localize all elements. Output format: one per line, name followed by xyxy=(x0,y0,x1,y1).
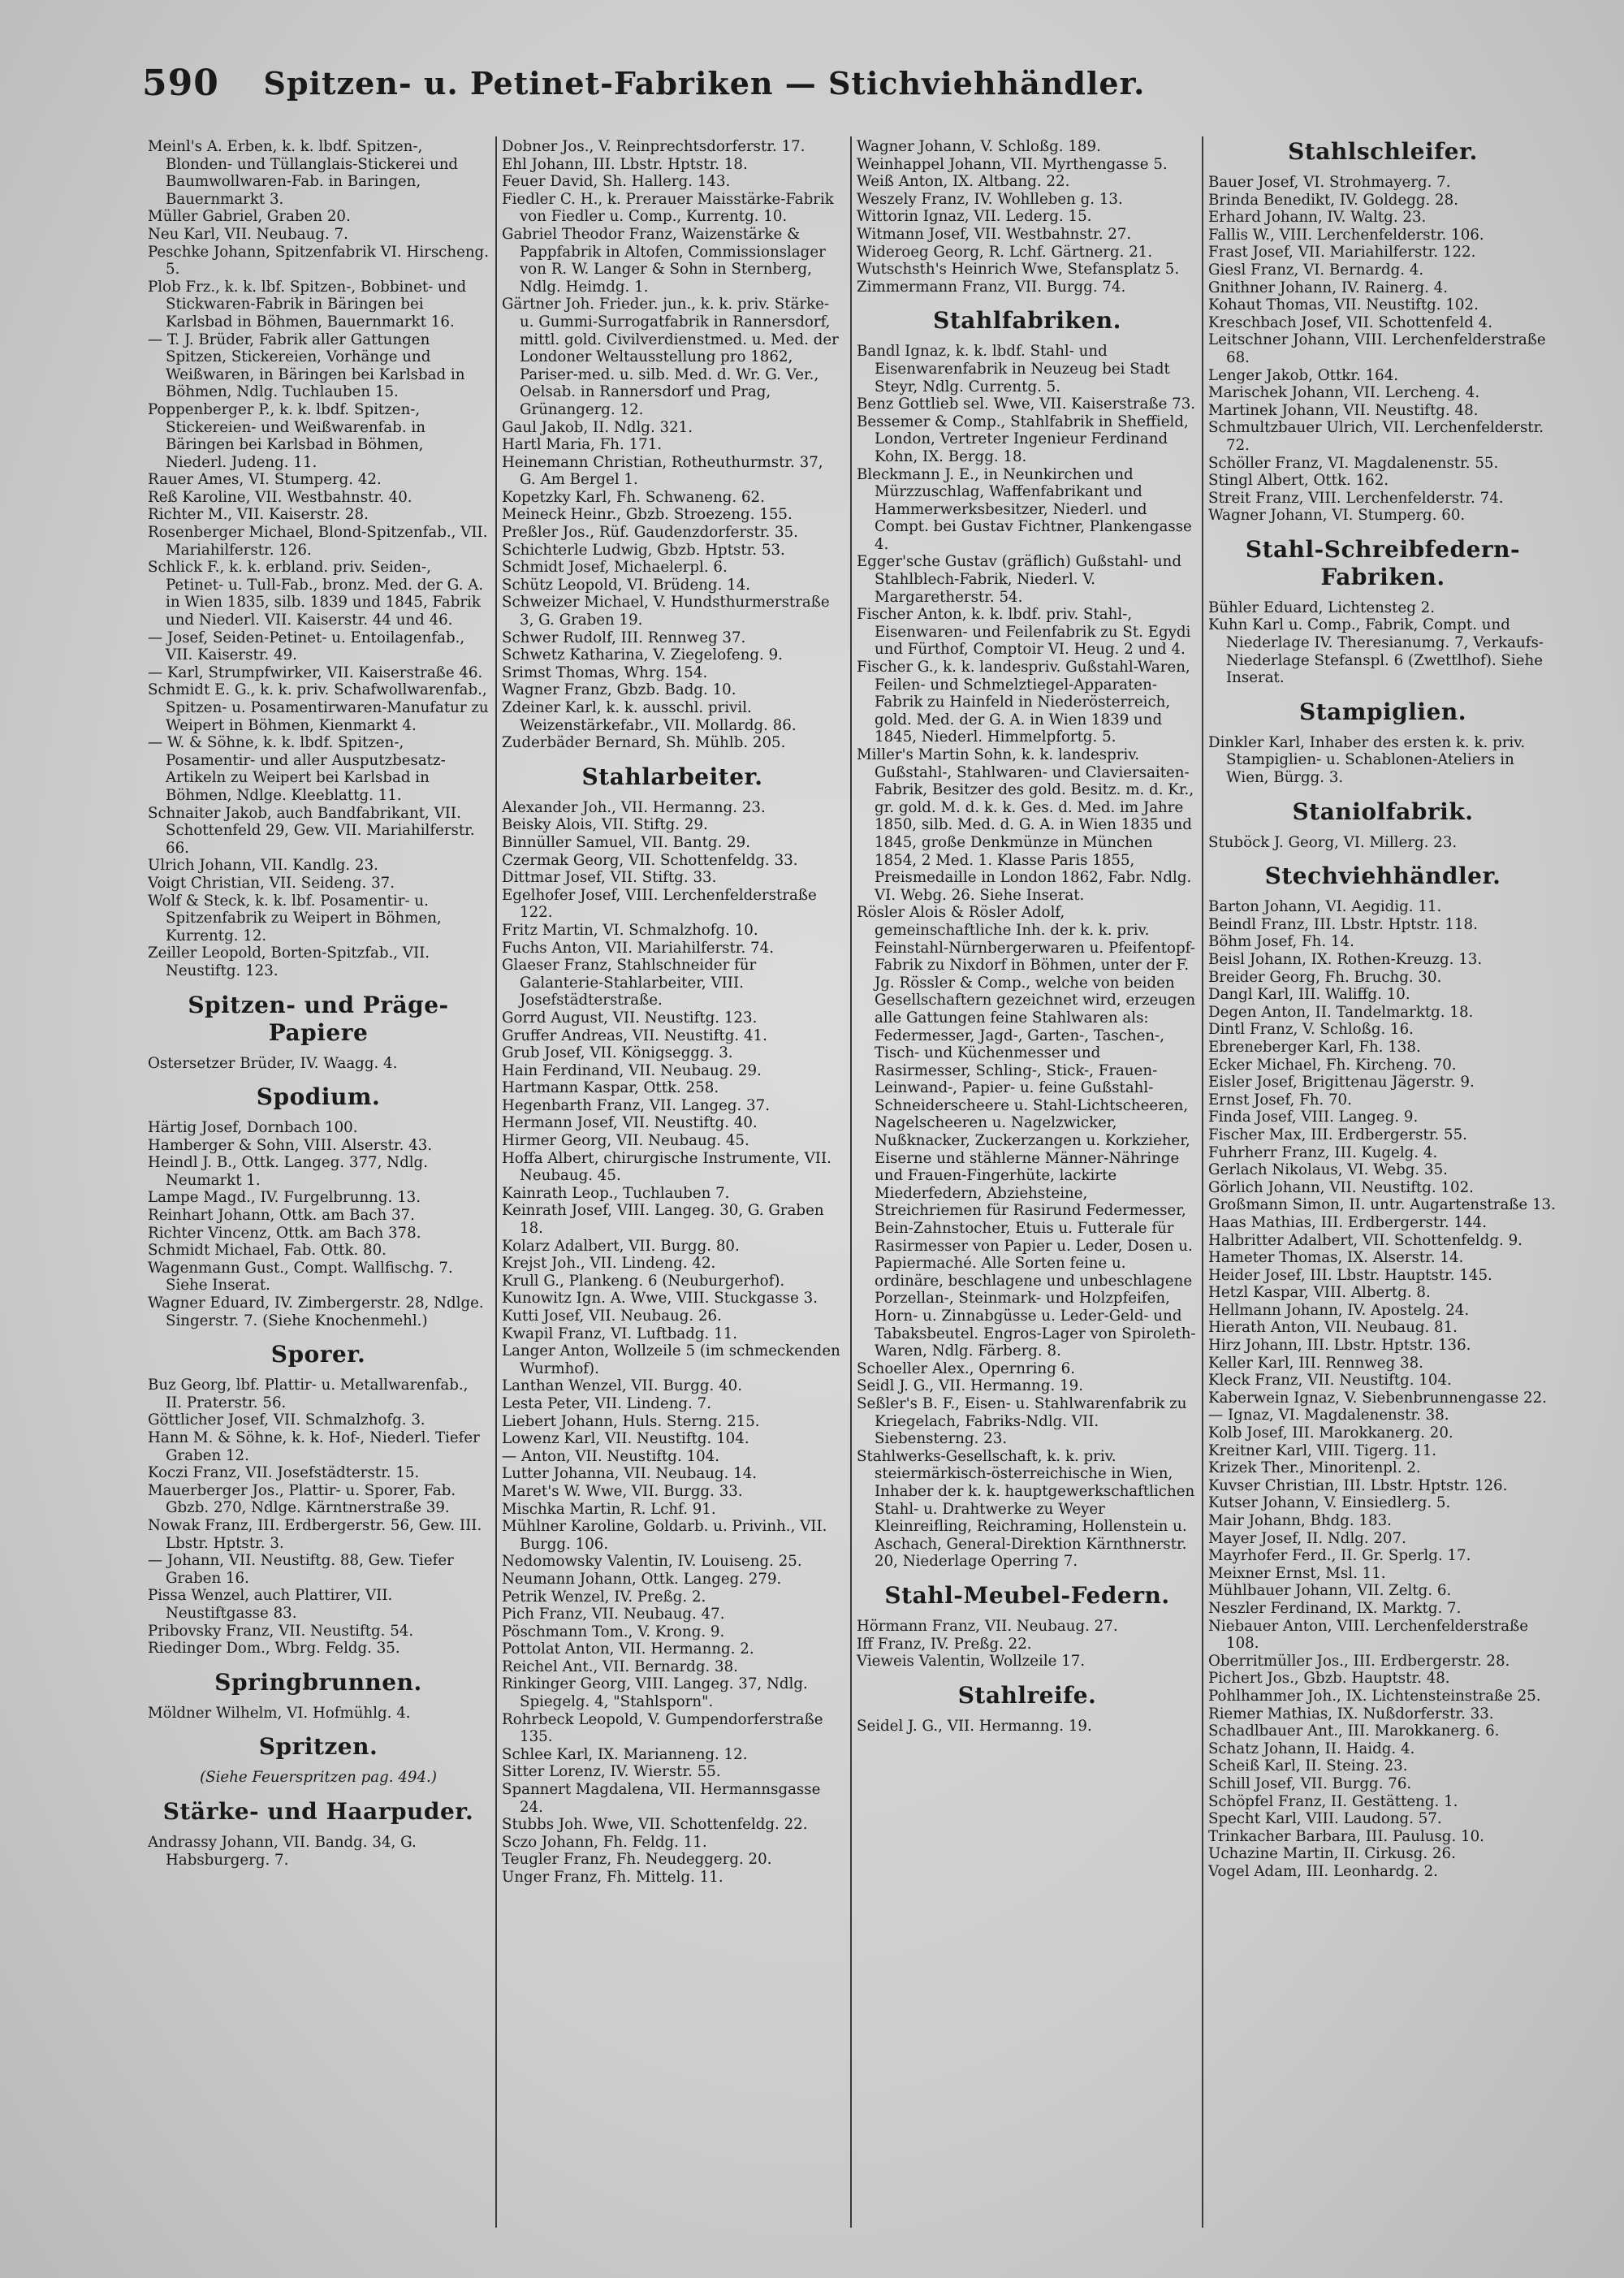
section-heading: Spitzen- und Präge-Papiere xyxy=(188,991,449,1046)
directory-entry: — Josef, Seiden-Petinet- u. Entoilagenfab., VII. Kaiserstr. 49. xyxy=(148,629,465,664)
directory-entry: Krejst Joh., VII. Lindeng. 42. xyxy=(502,1255,716,1273)
directory-entry: Specht Karl, VIII. Laudong. 57. xyxy=(1208,1810,1442,1828)
directory-entry: Pich Franz, VII. Neubaug. 47. xyxy=(502,1606,725,1623)
directory-entry: Stuböck J. Georg, VI. Millerg. 23. xyxy=(1208,833,1458,851)
directory-entry: Keller Karl, III. Rennweg 38. xyxy=(1208,1354,1423,1372)
directory-entry: Dintl Franz, V. Schloßg. 16. xyxy=(1208,1021,1414,1039)
directory-entry: Neszler Ferdinand, IX. Marktg. 7. xyxy=(1208,1599,1462,1617)
directory-entry: Wagner Franz, Gbzb. Badg. 10. xyxy=(502,681,736,699)
directory-entry: Fallis W., VIII. Lerchenfelderstr. 106. xyxy=(1208,226,1484,244)
directory-entry: Bleckmann J. E., in Neunkirchen und Mürzzuschlag, Waffenfabrikant und Hammerwerksbesitzer, Niederl. und Compt. bei Gustav Fichtner, Plankengasse 4. xyxy=(857,465,1192,553)
section-heading: Spodium. xyxy=(256,1083,381,1111)
directory-entry: Heider Josef, III. Lbstr. Hauptstr. 145. xyxy=(1208,1266,1492,1284)
directory-entry: Gorrd August, VII. Neustiftg. 123. xyxy=(502,1009,758,1027)
directory-entry: Seidel J. G., VII. Hermanng. 19. xyxy=(857,1717,1092,1735)
directory-entry: Kaberwein Ignaz, V. Siebenbrunnengasse 22. xyxy=(1208,1389,1547,1407)
directory-entry: Erhard Johann, IV. Waltg. 23. xyxy=(1208,209,1427,227)
directory-entry: Eisler Josef, Brigittenau Jägerstr. 9. xyxy=(1208,1074,1475,1091)
directory-entry: Richter Vincenz, Ottk. am Bach 378. xyxy=(148,1224,421,1242)
directory-entry: Srimst Thomas, Whrg. 154. xyxy=(502,664,708,681)
directory-entry: Lowenz Karl, VII. Neustiftg. 104. xyxy=(502,1430,749,1448)
directory-entry: Scheiß Karl, II. Steing. 23. xyxy=(1208,1757,1408,1775)
directory-entry: Lenger Jakob, Ottkr. 164. xyxy=(1208,366,1399,384)
directory-entry: Giesl Franz, VI. Bernardg. 4. xyxy=(1208,261,1424,279)
cross-reference-note: (Siehe Feuerspritzen pag. 494.) xyxy=(200,1769,437,1787)
directory-entry: Schoeller Alex., Opernring 6. xyxy=(857,1359,1075,1377)
directory-entry: Brinda Benedikt, IV. Goldegg. 28. xyxy=(1208,191,1458,209)
directory-entry: Ecker Michael, Fh. Kircheng. 70. xyxy=(1208,1056,1457,1074)
directory-entry: Görlich Johann, VII. Neustiftg. 102. xyxy=(1208,1178,1474,1196)
directory-entry: Kolb Josef, III. Marokkanerg. 20. xyxy=(1208,1424,1453,1442)
directory-entry: Ostersetzer Brüder, IV. Waagg. 4. xyxy=(148,1054,398,1072)
directory-entry: Schichterle Ludwig, Gbzb. Hptstr. 53. xyxy=(502,541,785,559)
directory-entry: Preßler Jos., Rüf. Gaudenzdorferstr. 35. xyxy=(502,524,798,542)
directory-entry: Fischer Anton, k. k. lbdf. priv. Stahl-, Eisenwaren- und Feilenfabrik zu St. Egydi und Fürthof, Comptoir VI. Heug. 2 und 4. xyxy=(857,606,1191,659)
directory-entry: Fuhrherr Franz, III. Kugelg. 4. xyxy=(1208,1143,1438,1161)
directory-entry: Alexander Joh., VII. Hermanng. 23. xyxy=(502,798,766,816)
directory-entry: Reichel Ant., VII. Bernardg. 38. xyxy=(502,1658,738,1675)
directory-entry: Rohrbeck Leopold, V. Gumpendorferstraße 135. xyxy=(502,1710,823,1746)
directory-entry: Heindl J. B., Ottk. Langeg. 377, Ndlg. Neumarkt 1. xyxy=(148,1154,428,1189)
directory-entry: Wagner Johann, V. Schloßg. 189. xyxy=(857,138,1101,155)
directory-entry: Pribovsky Franz, VII. Neustiftg. 54. xyxy=(148,1622,414,1640)
directory-entry: Reß Karoline, VII. Westbahnstr. 40. xyxy=(148,488,412,506)
directory-entry: Bessemer & Comp., Stahlfabrik in Sheffield, London, Vertreter Ingenieur Ferdinand Kohn, IX. Bergg. 18. xyxy=(857,413,1189,465)
column-1 xyxy=(148,138,489,1869)
directory-entry: Martinek Johann, VII. Neustiftg. 48. xyxy=(1208,401,1479,419)
section-heading: Springbrunnen. xyxy=(214,1668,422,1696)
directory-entry: Gabriel Theodor Franz, Waizenstärke & Pappfabrik in Altofen, Commissionslager von R. W. Langer & Sohn in Sternberg, Ndlg. Heimdg. 1. xyxy=(502,225,826,296)
directory-entry: Egelhofer Josef, VIII. Lerchenfelderstraße 122. xyxy=(502,886,817,922)
directory-entry: Streit Franz, VIII. Lerchenfelderstr. 74. xyxy=(1208,489,1504,507)
directory-entry: Mauerberger Jos., Plattir- u. Sporer, Fab. Gbzb. 270, Ndlge. Kärntnerstraße 39. xyxy=(148,1481,456,1517)
directory-entry: Andrassy Johann, VII. Bandg. 34, G. Habsburgerg. 7. xyxy=(148,1833,417,1869)
directory-entry: Fritz Martin, VI. Schmalzhofg. 10. xyxy=(502,921,758,939)
directory-entry: Grub Josef, VII. Königseggg. 3. xyxy=(502,1044,733,1062)
directory-entry: Schöller Franz, VI. Magdalenenstr. 55. xyxy=(1208,454,1499,472)
directory-entry: Gruffer Andreas, VII. Neustiftg. 41. xyxy=(502,1027,767,1044)
directory-entry: Schadlbauer Ant., III. Marokkanerg. 6. xyxy=(1208,1723,1500,1740)
directory-entry: Kuhn Karl u. Comp., Fabrik, Compt. und Niederlage IV. Theresianumg. 7, Verkaufs-Niederlage Stefanspl. 6 (Zwettlhof). Siehe Inserat. xyxy=(1208,616,1544,687)
directory-entry: Uchazine Martin, II. Cirkusg. 26. xyxy=(1208,1845,1456,1863)
directory-entry: Schmidt Michael, Fab. Ottk. 80. xyxy=(148,1242,387,1260)
directory-entry: Dobner Jos., V. Reinprechtsdorferstr. 17. xyxy=(502,138,806,155)
section-heading: Staniolfabrik. xyxy=(1292,798,1474,825)
page-number: 590 xyxy=(142,62,219,104)
directory-entry: Mischka Martin, R. Lchf. 91. xyxy=(502,1500,716,1518)
directory-entry: Weszely Franz, IV. Wohlleben g. 13. xyxy=(857,190,1123,208)
directory-entry: Pottolat Anton, VII. Hermanng. 2. xyxy=(502,1640,754,1658)
directory-entry: Gärtner Joh. Frieder. jun., k. k. priv. Stärke- u. Gummi-Surrogatfabrik in Rannersdorf, mittl. gold. Civilverdienstmed. u. Med. der Londoner Weltausstellung pro 1862, Pariser-med. u. silb. Med. d. Wr. G. Ver., Oelsab. in Rannersdorf und Prag, Grünangerg. 12. xyxy=(502,296,839,418)
directory-entry: Schill Josef, VII. Burgg. 76. xyxy=(1208,1774,1412,1792)
directory-entry: Peschke Johann, Spitzenfabrik VI. Hirscheng. 5. xyxy=(148,243,489,279)
directory-entry: Neu Karl, VII. Neubaug. 7. xyxy=(148,225,348,243)
directory-entry: Pichert Jos., Gbzb. Hauptstr. 48. xyxy=(1208,1670,1450,1688)
directory-entry: Hetzl Kaspar, VIII. Albertg. 8. xyxy=(1208,1284,1431,1302)
directory-entry: Binnüller Samuel, VII. Bantg. 29. xyxy=(502,833,751,851)
section-heading: Stechviehhändler. xyxy=(1264,862,1501,890)
directory-entry: Pöschmann Tom., V. Krong. 9. xyxy=(502,1623,725,1640)
directory-entry: Beisky Alois, VII. Stiftg. 29. xyxy=(502,816,708,834)
directory-entry: Schlee Karl, IX. Marianneng. 12. xyxy=(502,1745,748,1763)
directory-entry: Härtig Josef, Dornbach 100. xyxy=(148,1119,358,1137)
directory-entry: Stingl Albert, Ottk. 162. xyxy=(1208,472,1389,490)
directory-entry: Zeiller Leopold, Borten-Spitzfab., VII. Neustiftg. 123. xyxy=(148,944,430,979)
directory-entry: Hirz Johann, III. Lbstr. Hptstr. 136. xyxy=(1208,1337,1471,1355)
directory-entry: Zdeiner Karl, k. k. ausschl. privil. Weizenstärkefabr., VII. Mollardg. 86. xyxy=(502,699,797,734)
directory-entry: Hoffa Albert, chirurgische Instrumente, VII. Neubaug. 45. xyxy=(502,1149,831,1185)
section-heading: Stahl-Meubel-Federn. xyxy=(884,1581,1170,1609)
directory-entry: Liebert Johann, Huls. Sterng. 215. xyxy=(502,1412,760,1430)
directory-entry: Krizek Ther., Minoritenpl. 2. xyxy=(1208,1459,1421,1477)
directory-entry: Dittmar Josef, VII. Stiftg. 33. xyxy=(502,869,717,887)
directory-entry: Wagner Johann, VI. Stumperg. 60. xyxy=(1208,507,1466,525)
column-divider xyxy=(1202,136,1203,2228)
directory-entry: Vieweis Valentin, Wollzeile 17. xyxy=(857,1653,1086,1671)
directory-entry: Kutti Josef, VII. Neubaug. 26. xyxy=(502,1308,722,1325)
directory-entry: Hameter Thomas, IX. Alserstr. 14. xyxy=(1208,1249,1464,1267)
directory-entry: Rinkinger Georg, VIII. Langeg. 37, Ndlg. Spiegelg. 4, "Stahlsporn". xyxy=(502,1675,808,1711)
directory-entry: Böhm Josef, Fh. 14. xyxy=(1208,933,1354,951)
directory-entry: Unger Franz, Fh. Mittelg. 11. xyxy=(502,1869,723,1886)
directory-entry: Schwetz Katharina, V. Ziegelofeng. 9. xyxy=(502,646,783,664)
directory-entry: Fischer Max, III. Erdbergerstr. 55. xyxy=(1208,1126,1467,1143)
directory-entry: Wagner Eduard, IV. Zimbergerstr. 28, Ndlge. Singerstr. 7. (Siehe Knochenmehl.) xyxy=(148,1295,484,1329)
directory-entry: Buz Georg, lbf. Plattir- u. Metallwarenfab., II. Praterstr. 56. xyxy=(148,1377,469,1411)
directory-entry: Reinhart Johann, Ottk. am Bach 37. xyxy=(148,1207,415,1225)
directory-entry: Miller's Martin Sohn, k. k. landespriv. Gußstahl-, Stahlwaren- und Claviersaiten-Fabrik, Besitzer des gold. Besitz. m. d. Kr., gr. gold. M. d. k. k. Ges. d. Med. im Jahre 1850, silb. Med. d. G. A. in Wien 1835 und 1845, große Denkmünze in München 1854, 2 Med. 1. Klasse Paris 1855, Preismedaille in London 1862, Fabr. Ndlg. VI. Webg. 26. Siehe Inserat. xyxy=(857,746,1194,904)
directory-entry: Schütz Leopold, VI. Brüdeng. 14. xyxy=(502,576,751,594)
directory-entry: Schmidt Josef, Michaelerpl. 6. xyxy=(502,559,728,577)
directory-entry: Neumann Johann, Ottk. Langeg. 279. xyxy=(502,1570,782,1588)
directory-entry: Rauer Ames, VI. Stumperg. 42. xyxy=(148,471,382,489)
directory-entry: Fuchs Anton, VII. Mariahilferstr. 74. xyxy=(502,939,774,957)
directory-entry: Witmann Josef, VII. Westbahnstr. 27. xyxy=(857,225,1132,243)
directory-entry: Sczo Johann, Fh. Feldg. 11. xyxy=(502,1833,707,1851)
directory-entry: Kutser Johann, V. Einsiedlerg. 5. xyxy=(1208,1494,1451,1512)
column-4 xyxy=(1208,138,1557,1880)
directory-entry: Großmann Simon, II. untr. Augartenstraße 13. xyxy=(1208,1196,1556,1214)
directory-entry: Meinl's A. Erben, k. k. lbdf. Spitzen-, Blonden- und Tüllanglais-Stickerei und Baumwollwaren-Fab. in Baringen, Bauernmarkt 3. xyxy=(148,138,459,208)
running-title: Spitzen- u. Petinet-Fabriken — Stichviehhändler. xyxy=(263,64,1146,102)
directory-entry: — Karl, Strumpfwirker, VII. Kaiserstraße 46. xyxy=(148,664,483,681)
directory-entry: Vogel Adam, III. Leonhardg. 2. xyxy=(1208,1862,1438,1880)
directory-entry: Wideroeg Georg, R. Lchf. Gärtnerg. 21. xyxy=(857,243,1153,261)
directory-entry: Müller Gabriel, Graben 20. xyxy=(148,208,351,226)
directory-entry: Lampe Magd., IV. Furgelbrunng. 13. xyxy=(148,1189,421,1207)
directory-entry: Plob Frz., k. k. lbf. Spitzen-, Bobbinet- und Stickwaren-Fabrik in Bäringen bei Karlsbad in Böhmen, Bauernmarkt 16. xyxy=(148,278,467,331)
directory-entry: Hierath Anton, VII. Neubaug. 81. xyxy=(1208,1319,1458,1337)
directory-entry: Mühlbauer Johann, VII. Zeltg. 6. xyxy=(1208,1582,1452,1600)
directory-entry: Lesta Peter, VII. Lindeng. 7. xyxy=(502,1394,711,1412)
section-heading: Stahlreife. xyxy=(957,1681,1097,1709)
directory-entry: Egger'sche Gustav (gräflich) Gußstahl- und Stahlblech-Fabrik, Niederl. V. Margaretherstr. 54. xyxy=(857,553,1181,606)
directory-entry: Poppenberger P., k. k. lbdf. Spitzen-, Stickereien- und Weißwarenfab. in Bäringen bei Karlsbad in Böhmen, Niederl. Judeng. 11. xyxy=(148,400,425,471)
directory-entry: Kainrath Leop., Tuchlauben 7. xyxy=(502,1184,730,1202)
directory-entry: Bühler Eduard, Lichtensteg 2. xyxy=(1208,599,1435,616)
directory-entry: Finda Josef, VIII. Langeg. 9. xyxy=(1208,1109,1419,1126)
directory-entry: Keinrath Josef, VIII. Langeg. 30, G. Graben 18. xyxy=(502,1202,824,1238)
directory-entry: Rösler Alois & Rösler Adolf, gemeinschaftliche Inh. der k. k. priv. Feinstahl-Nürnbergerwaren u. Pfeifentopf-Fabrik zu Nixdorf in Böhmen, unter der F. Jg. Rössler & Comp., welche von beiden Gesellschaftern gezeichnet wird, erzeugen alle Gattungen feine Stahlwaren als: Federmesser, Jagd-, Garten-, Taschen-, Tisch- und Küchenmesser und Rasirmesser, Schling-, Stick-, Frauen-Leinwand-, Papier- u. feine Gußstahl-Schneiderscheere u. Stahl-Lichtscheeren, Nagelscheeren u. Nagelzwicker, Nußknacker, Zuckerzangen u. Korkzieher, Eiserne und stählerne Männer-Nähringe und Frauen-Fingerhüte, lackirte Miederfedern, Abziehsteine, Streichriemen für Rasirund Federmesser, Bein-Zahnstocher, Etuis u. Futterale für Rasirmesser von Papier u. Leder, Dosen u. Papiermaché. Alle Sorten feine u. ordinäre, beschlagene und unbeschlagene Porzellan-, Steinmark- und Holzpfeifen, Horn- u. Zinnabgüsse u. Leder-Geld- und Tabaksbeutel. Engros-Lager von Spiroleth-Waren, Ndlg. Färberg. 8. xyxy=(857,904,1196,1360)
directory-entry: Hirmer Georg, VII. Neubaug. 45. xyxy=(502,1132,749,1150)
directory-entry: Schmidt E. G., k. k. priv. Schafwollwarenfab., Spitzen- u. Posamentirwaren-Manufatur zu Weipert in Böhmen, Kienmarkt 4. xyxy=(148,681,489,734)
section-heading: Stahlarbeiter. xyxy=(581,763,763,790)
directory-entry: Wutschsth's Heinrich Wwe, Stefansplatz 5. xyxy=(857,261,1180,279)
directory-entry: Oberritmüller Jos., III. Erdbergerstr. 28. xyxy=(1208,1652,1510,1670)
directory-entry: Schöpfel Franz, II. Gestätteng. 1. xyxy=(1208,1792,1458,1810)
directory-entry: Dinkler Karl, Inhaber des ersten k. k. priv. Stampiglien- u. Schablonen-Ateliers in Wien, Bürgg. 3. xyxy=(1208,733,1526,787)
directory-entry: Stubbs Joh. Wwe, VII. Schottenfeldg. 22. xyxy=(502,1816,808,1834)
directory-entry: Feuer David, Sh. Hallerg. 143. xyxy=(502,173,731,191)
directory-entry: Kunowitz Ign. A. Wwe, VIII. Stuckgasse 3. xyxy=(502,1290,818,1308)
directory-entry: Hörmann Franz, VII. Neubaug. 27. xyxy=(857,1617,1118,1635)
directory-entry: Hain Ferdinand, VII. Neubaug. 29. xyxy=(502,1061,762,1079)
directory-entry: Teugler Franz, Fh. Neudeggerg. 20. xyxy=(502,1851,772,1869)
directory-entry: Riedinger Dom., Wbrg. Feldg. 35. xyxy=(148,1640,400,1658)
column-2 xyxy=(502,138,843,1887)
directory-entry: Lutter Johanna, VII. Neubaug. 14. xyxy=(502,1465,758,1483)
section-heading: Stampiglien. xyxy=(1299,698,1466,725)
directory-entry: Mühlner Karoline, Goldarb. u. Privinh., VII. Burgg. 106. xyxy=(502,1518,827,1553)
directory-entry: Maret's W. Wwe, VII. Burgg. 33. xyxy=(502,1482,743,1500)
directory-entry: Halbritter Adalbert, VII. Schottenfeldg. 9. xyxy=(1208,1231,1522,1249)
directory-entry: Hamberger & Sohn, VIII. Alserstr. 43. xyxy=(148,1136,433,1154)
directory-entry: Meixner Ernst, Msl. 11. xyxy=(1208,1564,1386,1582)
directory-entry: Seidl J. G., VII. Hermanng. 19. xyxy=(857,1377,1083,1395)
directory-entry: Petrik Wenzel, IV. Preßg. 2. xyxy=(502,1588,706,1606)
directory-entry: Hartmann Kaspar, Ottk. 258. xyxy=(502,1079,719,1097)
directory-entry: Seßler's B. F., Eisen- u. Stahlwarenfabrik zu Kriegelach, Fabriks-Ndlg. VII. Siebensterng. 23. xyxy=(857,1394,1187,1448)
directory-entry: Glaeser Franz, Stahlschneider für Galanterie-Stahlarbeiter, VIII. Josefstädterstraße. xyxy=(502,957,757,1009)
directory-entry: Hermann Josef, VII. Neustiftg. 40. xyxy=(502,1114,758,1132)
directory-entry: Kreitner Karl, VIII. Tigerg. 11. xyxy=(1208,1442,1437,1459)
section-heading: Stahl-Schreibfedern-Fabriken. xyxy=(1245,535,1521,590)
directory-entry: — W. & Söhne, k. k. lbdf. Spitzen-, Posamentir- und aller Ausputzbesatz-Artikeln zu Weipert bei Karlsbad in Böhmen, Ndlge. Kleeblattg. 11. xyxy=(148,734,446,804)
directory-entry: Ulrich Johann, VII. Kandlg. 23. xyxy=(148,857,378,875)
directory-entry: Wolf & Steck, k. k. lbf. Posamentir- u. Spitzenfabrik zu Weipert in Böhmen, Kurrentg. 12. xyxy=(148,892,442,944)
directory-entry: Schlick F., k. k. erbland. priv. Seiden-, Petinet- u. Tull-Fab., bronz. Med. der G. A. in Wien 1835, silb. 1839 und 1845, Fabrik und Niederl. VII. Kaiserstr. 44 und 46. xyxy=(148,559,484,629)
directory-entry: Fischer G., k. k. landespriv. Gußstahl-Waren, Feilen- und Schmelztiegel-Apparaten-Fabrik zu Hainfeld in Niederösterreich, gold. Med. der G. A. in Wien 1839 und 1845, Niederl. Himmelpfortg. 5. xyxy=(857,659,1190,746)
directory-entry: Mayer Josef, II. Ndlg. 207. xyxy=(1208,1529,1406,1547)
directory-entry: Spannert Magdalena, VII. Hermannsgasse 24. xyxy=(502,1781,821,1816)
directory-entry: Breider Georg, Fh. Bruchg. 30. xyxy=(1208,968,1442,986)
directory-entry: Hegenbarth Franz, VII. Langeg. 37. xyxy=(502,1096,770,1114)
directory-entry: Meineck Heinr., Gbzb. Stroezeng. 155. xyxy=(502,506,793,524)
directory-entry: — T. J. Brüder, Fabrik aller Gattungen Spitzen, Stickereien, Vorhänge und Weißwaren, in Bäringen bei Karlsbad in Böhmen, Ndlg. Tuchlauben 15. xyxy=(148,331,465,401)
section-heading: Spritzen. xyxy=(258,1733,378,1761)
directory-entry: Wagenmann Gust., Compt. Wallfischg. 7. Siehe Inserat. xyxy=(148,1259,453,1295)
directory-entry: Sitter Lorenz, IV. Wierstr. 55. xyxy=(502,1763,721,1781)
directory-entry: Trinkacher Barbara, III. Paulusg. 10. xyxy=(1208,1827,1484,1845)
column-divider xyxy=(850,136,852,2228)
directory-entry: Krull G., Plankeng. 6 (Neuburgerhof). xyxy=(502,1272,785,1290)
directory-entry: Fiedler C. H., k. Prerauer Maisstärke-Fabrik von Fiedler u. Comp., Kurrentg. 10. xyxy=(502,190,834,226)
directory-entry: Schmultzbauer Ulrich, VII. Lerchenfelderstr. 72. xyxy=(1208,419,1544,454)
directory-entry: Zuderbäder Bernard, Sh. Mühlb. 205. xyxy=(502,734,786,752)
directory-entry: Pohlhammer Joh., IX. Lichtensteinstraße 25. xyxy=(1208,1687,1541,1705)
directory-entry: Mayrhofer Ferd., II. Gr. Sperlg. 17. xyxy=(1208,1547,1471,1565)
directory-entry: Bauer Josef, VI. Strohmayerg. 7. xyxy=(1208,174,1451,191)
directory-entry: Benz Gottlieb sel. Wwe, VII. Kaiserstraße 73. xyxy=(857,396,1196,413)
directory-entry: Schweizer Michael, V. Hundsthurmerstraße 3, G. Graben 19. xyxy=(502,594,830,629)
directory-entry: Hartl Maria, Fh. 171. xyxy=(502,436,663,454)
directory-entry: Marischek Johann, VII. Lercheng. 4. xyxy=(1208,384,1480,402)
directory-entry: Gerlach Nikolaus, VI. Webg. 35. xyxy=(1208,1161,1448,1179)
directory-entry: Iff Franz, IV. Preßg. 22. xyxy=(857,1635,1032,1653)
directory-entry: Kohaut Thomas, VII. Neustiftg. 102. xyxy=(1208,296,1479,314)
directory-entry: Nedomowsky Valentin, IV. Louiseng. 25. xyxy=(502,1553,802,1571)
directory-entry: Heinemann Christian, Rotheuthurmstr. 37, G. Am Bergel 1. xyxy=(502,453,823,489)
directory-entry: — Johann, VII. Neustiftg. 88, Gew. Tiefer Graben 16. xyxy=(148,1552,454,1587)
directory-entry: Kuvser Christian, III. Lbstr. Hptstr. 126. xyxy=(1208,1476,1508,1494)
directory-entry: Kopetzky Karl, Fh. Schwaneng. 62. xyxy=(502,488,765,506)
directory-entry: Richter M., VII. Kaiserstr. 28. xyxy=(148,506,369,524)
directory-entry: Möldner Wilhelm, VI. Hofmühlg. 4. xyxy=(148,1704,411,1722)
directory-entry: Beindl Franz, III. Lbstr. Hptstr. 118. xyxy=(1208,915,1478,933)
section-heading: Sporer. xyxy=(270,1341,366,1368)
directory-entry: Gaul Jakob, II. Ndlg. 321. xyxy=(502,418,693,436)
directory-entry: Pissa Wenzel, auch Plattirer, VII. Neustiftgasse 83. xyxy=(148,1587,393,1622)
directory-entry: Dangl Karl, III. Waliffg. 10. xyxy=(1208,986,1410,1004)
directory-entry: Ebreneberger Karl, Fh. 138. xyxy=(1208,1038,1421,1056)
column-divider xyxy=(495,136,497,2228)
directory-entry: Kolarz Adalbert, VII. Burgg. 80. xyxy=(502,1237,740,1255)
page-header xyxy=(142,58,1190,107)
directory-entry: Koczi Franz, VII. Josefstädterstr. 15. xyxy=(148,1464,420,1482)
section-heading: Stärke- und Haarpuder. xyxy=(162,1797,474,1825)
directory-entry: Wittorin Ignaz, VII. Lederg. 15. xyxy=(857,208,1092,226)
directory-entry: Leitschner Johann, VIII. Lerchenfelderstraße 68. xyxy=(1208,331,1546,366)
directory-entry: Kwapil Franz, VI. Luftbadg. 11. xyxy=(502,1325,738,1342)
directory-entry: Bandl Ignaz, k. k. lbdf. Stahl- und Eisenwarenfabrik in Neuzeug bei Stadt Steyr, Ndlg. Currentg. 5. xyxy=(857,343,1170,396)
directory-entry: Stahlwerks-Gesellschaft, k. k. priv. steiermärkisch-österreichische in Wien, Inhaber der k. k. hauptgewerkschaftlichen Stahl- u. Drahtwerke zu Weyer Kleinreifling, Reichraming, Hollenstein u. Aschach, General-Direktion Kärnthnerstr. 20, Niederlage Operring 7. xyxy=(857,1447,1195,1571)
directory-entry: Schnaiter Jakob, auch Bandfabrikant, VII. Schottenfeld 29, Gew. VII. Mariahilferstr. 66. xyxy=(148,804,475,857)
directory-entry: Nowak Franz, III. Erdbergerstr. 56, Gew. III. Lbstr. Hptstr. 3. xyxy=(148,1516,482,1552)
directory-entry: Langer Anton, Wollzeile 5 (im schmeckenden Wurmhof). xyxy=(502,1342,840,1377)
directory-entry: Schwer Rudolf, III. Rennweg 37. xyxy=(502,629,746,646)
directory-entry: Ernst Josef, Fh. 70. xyxy=(1208,1091,1352,1109)
directory-entry: Lanthan Wenzel, VII. Burgg. 40. xyxy=(502,1377,743,1395)
directory-entry: Riemer Mathias, IX. Nußdorferstr. 33. xyxy=(1208,1705,1494,1723)
directory-entry: Göttlicher Josef, VII. Schmalzhofg. 3. xyxy=(148,1411,425,1429)
directory-entry: Hann M. & Söhne, k. k. Hof-, Niederl. Tiefer Graben 12. xyxy=(148,1429,480,1464)
directory-entry: Degen Anton, II. Tandelmarktg. 18. xyxy=(1208,1003,1474,1021)
directory-entry: Mair Johann, Bhdg. 183. xyxy=(1208,1512,1392,1529)
directory-entry: Haas Mathias, III. Erdbergerstr. 144. xyxy=(1208,1213,1488,1231)
directory-entry: Weinhappel Johann, VII. Myrthengasse 5. xyxy=(857,155,1168,173)
directory-entry: Niebauer Anton, VIII. Lerchenfelderstraße 108. xyxy=(1208,1617,1528,1653)
directory-entry: Rosenberger Michael, Blond-Spitzenfab., VII. Mariahilferstr. 126. xyxy=(148,524,488,559)
directory-entry: — Ignaz, VI. Magdalenenstr. 38. xyxy=(1208,1407,1449,1424)
directory-entry: Ehl Johann, III. Lbstr. Hptstr. 18. xyxy=(502,155,748,173)
directory-entry: Schatz Johann, II. Haidg. 4. xyxy=(1208,1740,1415,1757)
directory-entry: Weiß Anton, IX. Altbang. 22. xyxy=(857,173,1070,191)
section-heading: Stahlschleifer. xyxy=(1288,138,1478,165)
directory-entry: Barton Johann, VI. Aegidig. 11. xyxy=(1208,898,1442,916)
directory-entry: Czermak Georg, VII. Schottenfeldg. 33. xyxy=(502,851,798,869)
column-3 xyxy=(857,138,1198,1735)
section-heading: Stahlfabriken. xyxy=(933,307,1121,335)
directory-entry: — Anton, VII. Neustiftg. 104. xyxy=(502,1447,720,1465)
directory-entry: Hellmann Johann, IV. Apostelg. 24. xyxy=(1208,1301,1470,1319)
directory-entry: Kleck Franz, VII. Neustiftg. 104. xyxy=(1208,1372,1452,1390)
directory-entry: Kreschbach Josef, VII. Schottenfeld 4. xyxy=(1208,313,1492,331)
directory-entry: Frast Josef, VII. Mariahilferstr. 122. xyxy=(1208,244,1476,262)
directory-entry: Voigt Christian, VII. Seideng. 37. xyxy=(148,874,395,892)
directory-entry: Gnithner Johann, IV. Rainerg. 4. xyxy=(1208,279,1449,296)
directory-entry: Beisl Johann, IX. Rothen-Kreuzg. 13. xyxy=(1208,951,1483,968)
directory-entry: Zimmermann Franz, VII. Burgg. 74. xyxy=(857,278,1126,296)
